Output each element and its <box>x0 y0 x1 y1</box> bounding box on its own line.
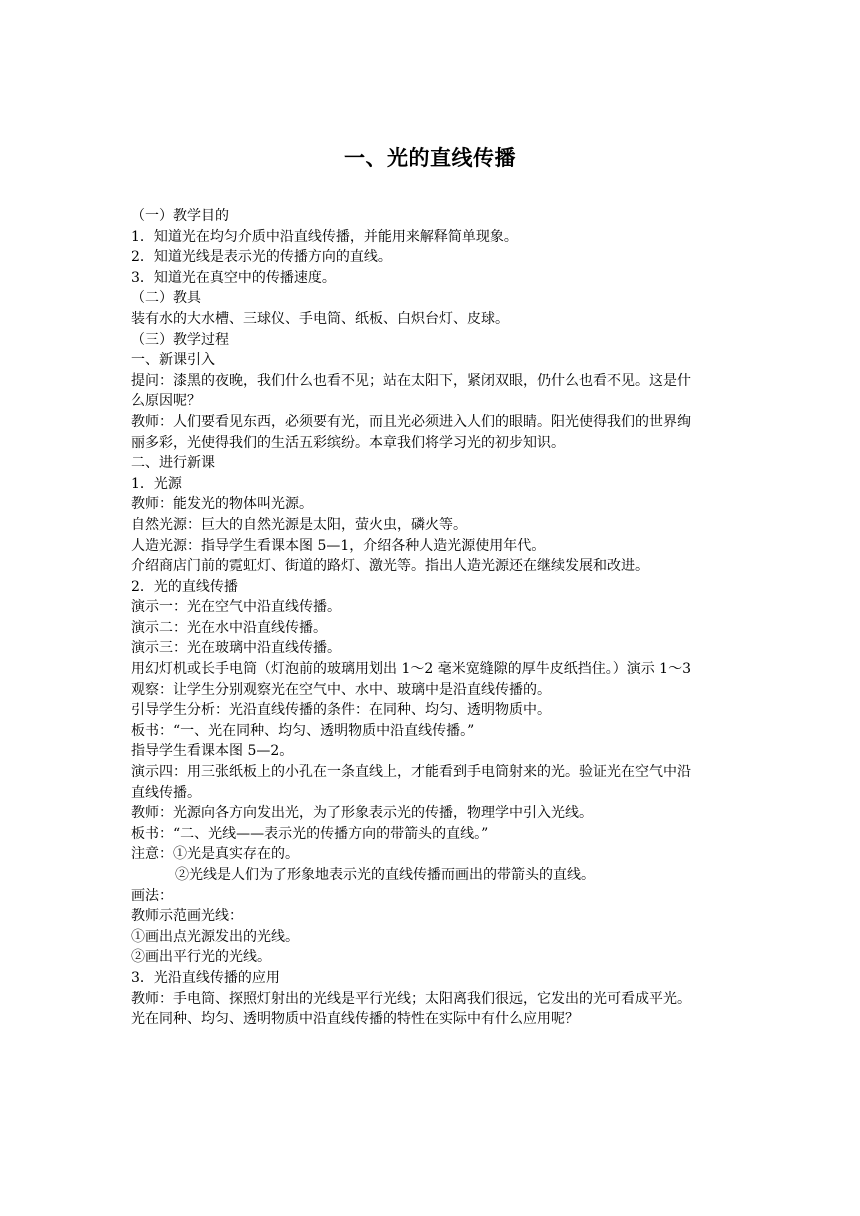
section-heading-process: （三）教学过程 <box>131 331 229 348</box>
paragraph-line: 直线传播。 <box>131 784 201 801</box>
paragraph-line: 么原因呢？ <box>131 393 201 410</box>
paragraph-line: 观察：让学生分别观察光在空气中、水中、玻璃中是沿直线传播的。 <box>131 681 551 698</box>
paragraph-line: 画法： <box>131 887 173 904</box>
paragraph-line: 演示一：光在空气中沿直线传播。 <box>131 599 341 616</box>
paragraph-line: 用幻灯机或长手电筒（灯泡前的玻璃用划出 1～2 毫米宽缝隙的厚牛皮纸挡住。）演示 1～3 <box>131 661 691 678</box>
paragraph-line: 教师：光源向各方向发出光，为了形象表示光的传播，物理学中引入光线。 <box>131 805 593 822</box>
paragraph-line: 人造光源：指导学生看课本图 5—1，介绍各种人造光源使用年代。 <box>131 537 546 554</box>
paragraph-line: 教师：手电筒、探照灯射出的光线是平行光线；太阳离我们很远，它发出的光可看成平光。 <box>131 990 691 1007</box>
paragraph-line: 教师：人们要看见东西，必须要有光，而且光必须进入人们的眼睛。阳光使得我们的世界绚 <box>131 413 691 430</box>
objective-item-3: 3．知道光在真空中的传播速度。 <box>131 269 336 286</box>
subheading-light-source: 1．光源 <box>131 475 182 492</box>
subheading-introduction: 一、新课引入 <box>131 352 215 369</box>
paragraph-line: 演示三：光在玻璃中沿直线传播。 <box>131 640 341 657</box>
list-item: ②画出平行光的光线。 <box>131 949 271 966</box>
paragraph-line: 指导学生看课本图 5—2。 <box>131 743 294 760</box>
section-heading-objectives: （一）教学目的 <box>131 208 229 224</box>
paragraph-line: 板书：“二、光线——表示光的传播方向的带箭头的直线。” <box>131 825 489 842</box>
objective-item-1: 1．知道光在均匀介质中沿直线传播，并能用来解释简单现象。 <box>131 228 518 245</box>
note-item-2: ②光线是人们为了形象地表示光的直线传播而画出的带箭头的直线。 <box>175 867 595 883</box>
objective-item-2: 2．知道光线是表示光的传播方向的直线。 <box>131 249 392 266</box>
paragraph-line: 自然光源：巨大的自然光源是太阳，萤火虫，磷火等。 <box>131 516 467 533</box>
subheading-applications: 3．光沿直线传播的应用 <box>131 969 280 986</box>
equipment-list: 装有水的大水槽、三球仪、手电筒、纸板、白炽台灯、皮球。 <box>131 310 509 327</box>
paragraph-line: 教师示范画光线： <box>131 908 243 925</box>
subheading-straight-propagation: 2．光的直线传播 <box>131 578 238 595</box>
note-item-1: 注意：①光是真实存在的。 <box>131 846 299 863</box>
list-item: ①画出点光源发出的光线。 <box>131 928 299 945</box>
paragraph-line: 光在同种、均匀、透明物质中沿直线传播的特性在实际中有什么应用呢？ <box>131 1011 579 1028</box>
document-title: 一、光的直线传播 <box>344 146 516 170</box>
paragraph-line: 教师：能发光的物体叫光源。 <box>131 496 313 513</box>
paragraph-line: 演示四：用三张纸板上的小孔在一条直线上，才能看到手电筒射来的光。验证光在空气中沿 <box>131 764 691 781</box>
paragraph-line: 丽多彩，光使得我们的生活五彩缤纷。本章我们将学习光的初步知识。 <box>131 434 565 451</box>
paragraph-line: 板书：“一、光在同种、均匀、透明物质中沿直线传播。” <box>131 722 475 739</box>
document-body <box>131 206 733 1030</box>
paragraph-line: 演示二：光在水中沿直线传播。 <box>131 619 327 636</box>
paragraph-line: 引导学生分析：光沿直线传播的条件：在同种、均匀、透明物质中。 <box>131 702 551 719</box>
paragraph-line: 介绍商店门前的霓虹灯、街道的路灯、激光等。指出人造光源还在继续发展和改进。 <box>131 558 649 575</box>
section-heading-equipment: （二）教具 <box>131 290 201 307</box>
subheading-new-lesson: 二、进行新课 <box>131 455 215 472</box>
paragraph-line: 提问：漆黑的夜晚，我们什么也看不见；站在太阳下，紧闭双眼，仍什么也看不见。这是什 <box>131 372 691 389</box>
